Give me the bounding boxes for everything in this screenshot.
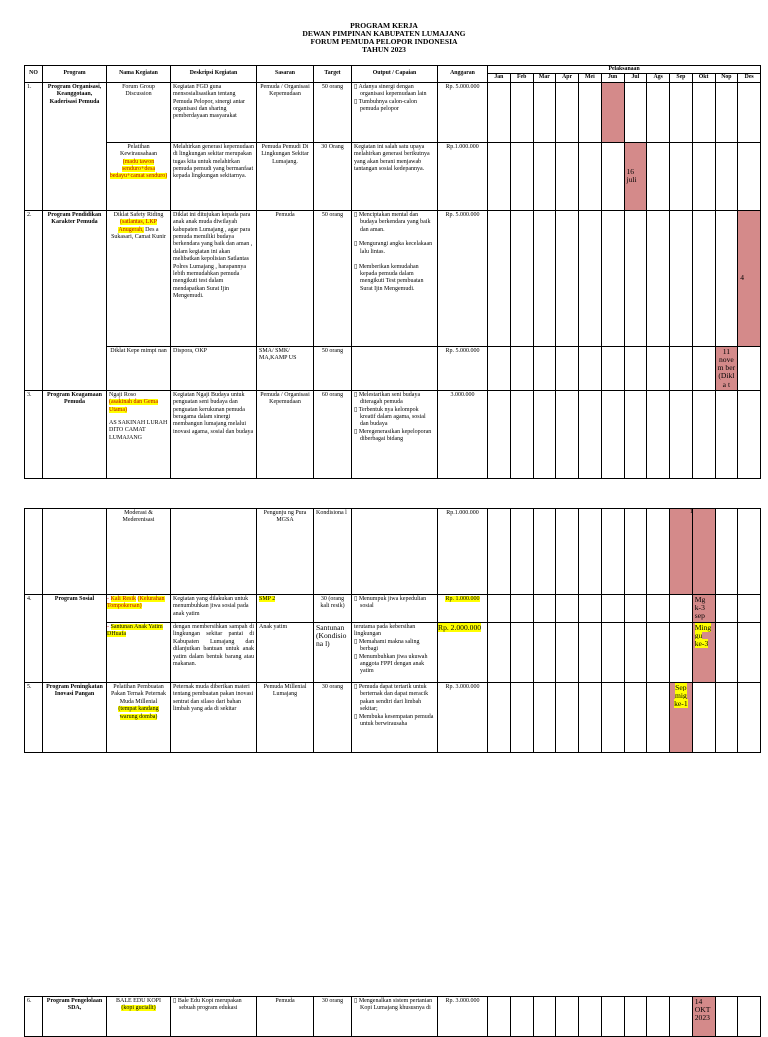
output-bullet: ▯ Adanya sinergi dengan organisasi kepemudaan lain (354, 83, 427, 98)
row-no: 6. (25, 997, 43, 1037)
row-target: Kondisiona l (314, 509, 352, 595)
schedule-cell-jul: 16 juli (624, 142, 647, 210)
nama-note: (satlantas, LKP Anugerah, (118, 219, 157, 233)
output-bullet: ▯ Membuka kesempatan pemuda untuk berwirausaha (354, 713, 434, 728)
col-deskripsi: Deskripsi Kegiatan (171, 66, 257, 83)
row-anggaran: Rp. 3.000.000 (438, 683, 488, 753)
table-row (25, 623, 761, 683)
row-target: 50 orang (314, 346, 352, 390)
month-des: Des (738, 74, 761, 82)
row-deskripsi: Kegiatan yang dilakukan untuk menumbuhkan jiwa sosial pada anak yatim (171, 595, 257, 623)
program-table-page-2 (24, 508, 761, 753)
row-nama: Moderasi & Mederenisasi (107, 509, 171, 595)
nama-note: (kopi guciallt) (121, 1005, 156, 1012)
row-deskripsi: dengan membersihkan sampah di lingkungan sekitar pantai di Kabupaten Lumajang dan dilanjutkan bantuan untuk anak yatim dalam bentuk barang atau makanan. (171, 623, 257, 683)
table-row (25, 210, 761, 346)
nama-note: (asakinah dan Gema Utama) (109, 399, 158, 413)
output-bullet: ▯ Melestarikan seni budaya diteragah pemuda (354, 391, 421, 406)
row-sasaran: SMP 2 (257, 595, 314, 623)
month-mei: Mei (579, 74, 602, 82)
output-bullet: ▯ Menciptakan mental dan budaya berkendara yang baik dan aman. (354, 211, 431, 233)
row-deskripsi: Dispora, OKP (171, 346, 257, 390)
row-no: 2. (25, 210, 43, 390)
row-sasaran: Pemuda Millenial Lumajang (257, 683, 314, 753)
row-output (352, 82, 438, 142)
row-output (352, 390, 438, 478)
row-anggaran: Rp. 5.000.000 (438, 346, 488, 390)
col-output: Output / Capaian (352, 66, 438, 83)
table-row (25, 82, 761, 142)
row-program: Program Organisasi, Keanggotaan, Kaderisasi Pemuda (43, 82, 107, 210)
nama-note: (Kelurahan Tompokersan) (107, 596, 165, 610)
row-program: Program Pendidikan Karakter Pemuda (43, 210, 107, 390)
row-nama: Pelatihan Pembuatan Pakan Ternak Peternak Muda Millenial (tempat kandang warung domba) (107, 683, 171, 753)
schedule-cell-sep (670, 509, 693, 595)
row-program: Program Keagamaan Pemuda (43, 390, 107, 478)
nama-note: (madu tawon senduro+desa bedayu+camat senduro) (109, 158, 168, 180)
row-sasaran: Pengunju ng Pura MGSA (257, 509, 314, 595)
output-bullet: ▯ Pemuda dapat tertarik untuk berternak dan dapat meracik pakan sendiri dari limbah sekitar; (354, 684, 429, 713)
schedule-cell-okt: Mg k-3 sep (692, 595, 715, 623)
output-bullet: ▯ Meregenerasikan kepeloporan diberbagai bidang (354, 428, 432, 443)
month-jun: Jun (601, 74, 624, 82)
col-sasaran: Sasaran (257, 66, 314, 83)
month-nop: Nop (715, 74, 738, 82)
row-target: 30 Orang (314, 142, 352, 210)
col-no: NO (25, 66, 43, 83)
row-nama: Forum Group Discussion (107, 82, 171, 142)
output-bullet: ▯ Tumbuhnya calon-calon pemuda pelopor (354, 98, 417, 113)
row-deskripsi: Kegiatan Ngaji Budaya untuk penguatan seni budaya dan penguatan kerukunan pemuda beragama dalam sinergi membangun lumajang melalui inovasi agama, sosial dan budaya (171, 390, 257, 478)
table-row (25, 142, 761, 210)
col-pelaksanaan: Pelaksanaan (488, 66, 761, 74)
row-output (352, 595, 438, 623)
row-nama: BALE EDU KOPI (kopi guciallt) (107, 997, 171, 1037)
row-sasaran: Pemuda (257, 210, 314, 346)
output-bullet: ▯ Bale Edu Kopi merupakan sebuah program edukasi (173, 998, 242, 1012)
row-deskripsi: Kegiatan FGD guna mensosialisasikan tentang Pemuda Pelopor, sinergi antar organisasi dan sharing pemberdayaan masyarakat (171, 82, 257, 142)
row-target: 50 orang (314, 210, 352, 346)
row-nama: Diklat Safety Riding (satlantas, LKP Anugerah, Des a Sukasari, Camat Kunir (107, 210, 171, 346)
month-okt: Okt (692, 74, 715, 82)
row-program: Program Sosial (43, 595, 107, 683)
row-target: 30 (orang kali resik) (314, 595, 352, 623)
row-anggaran: Rp. 2.000.000 (438, 623, 488, 683)
document-title (0, 22, 768, 54)
table-row (25, 683, 761, 753)
month-ags: Ags (647, 74, 670, 82)
month-sep: Sep (670, 74, 693, 82)
table-row (25, 509, 761, 595)
output-bullet: ▯ Mengenalkan sistem pertanian Kopi Lumajang khususnya di (354, 998, 433, 1012)
title-line-3: FORUM PEMUDA PELOPOR INDONESIA (310, 37, 458, 46)
month-mar: Mar (533, 74, 556, 82)
row-no: 3. (25, 390, 43, 478)
row-anggaran: 3.000.000 (438, 390, 488, 478)
row-sasaran: Pemuda / Organisasi Kepemudaan (257, 82, 314, 142)
schedule-cell-okt: 1 (692, 509, 715, 595)
row-nama: Diklat Kepe mimpi nan (107, 346, 171, 390)
row-target: 50 orang (314, 82, 352, 142)
row-anggaran: Rp.1.000.000 (438, 509, 488, 595)
row-program: Program Pengelolaan SDA, (43, 997, 107, 1037)
month-jul: Jul (624, 74, 647, 82)
row-deskripsi: Peternak muda diberikan materi tentang pembuatan pakan inovasi sentrat dan silaso dari bahan limbah yang ada di sekitar (171, 683, 257, 753)
row-anggaran: Rp.1.000.000 (438, 142, 488, 210)
row-output (352, 210, 438, 346)
col-program: Program (43, 66, 107, 83)
schedule-cell-okt: Ming gu ke-3 (692, 623, 715, 683)
row-sasaran: Pemuda Pemudi Di Lingkungan Sekitar Lumajang. (257, 142, 314, 210)
row-anggaran: Rp. 3.000.000 (438, 997, 488, 1037)
row-sasaran: Pemuda / Organisasi Kepemudaan (257, 390, 314, 478)
output-bullet: ▯ Mengurangi angka kecelakaan lalu lintas. (354, 241, 433, 255)
table-row (25, 595, 761, 623)
col-target: Target (314, 66, 352, 83)
table-row (25, 346, 761, 390)
table-row (25, 997, 761, 1037)
schedule-cell-des: 4 (738, 210, 761, 346)
output-bullet: ▯ Menumpuk jiwa kepedulian sosial (354, 596, 427, 610)
month-jan: Jan (488, 74, 511, 82)
row-anggaran: Rp. 5.000.000 (438, 82, 488, 142)
row-target: 30 orang (314, 683, 352, 753)
row-no: 1. (25, 82, 43, 210)
row-program: Program Peningkatan Inovasi Pangan (43, 683, 107, 753)
schedule-cell-jun (601, 82, 624, 142)
row-anggaran: Rp. 5.000.000 (438, 210, 488, 346)
row-output: Kegiatan ini salah satu upaya melahirkan generasi berikutnya yang akan berani menjawab tantangan sosial kedepannya. (352, 142, 438, 210)
row-no: 4. (25, 595, 43, 683)
schedule-cell-sep: Sep mig ke-1 (670, 683, 693, 753)
row-no: 5. (25, 683, 43, 753)
month-feb: Feb (510, 74, 533, 82)
row-output: terutama pada kebersihan lingkungan ▯ Memahami makna saling berbagi ▯ Menumbuhkan jiwa ukuwah anggota FPPI dengan anak yatim (352, 623, 438, 683)
row-deskripsi: Melahirkan generasi kepemudaan di lingkungan sekitar merupakan tugas kita untuk melahirkan pemuda pemudi yang bermanfaat kepada lingkungan sekitarnya. (171, 142, 257, 210)
nama-note: (tempat kandang warung domba) (118, 706, 159, 720)
title-line-2: DEWAN PIMPINAN KABUPATEN LUMAJANG (302, 29, 466, 38)
month-apr: Apr (556, 74, 579, 82)
program-table-page-3 (24, 996, 761, 1037)
row-sasaran: SMA/ SMK/ MA,KAMP US (257, 346, 314, 390)
output-bullet: ▯ Memberikan kemudahan kepada pemuda dalam mengikuti Test pembuatan Surat Ijin Mengemudi. (354, 263, 424, 292)
row-sasaran: Pemuda (257, 997, 314, 1037)
row-nama: Ngaji Roso (asakinah dan Gema Utama) AS SAKINAH LURAH DITO CAMAT LUMAJANG (107, 390, 171, 478)
col-anggaran: Anggaran (438, 66, 488, 83)
row-output (352, 997, 438, 1037)
row-nama: - Santunan Anak Yatim DHuafa (107, 623, 171, 683)
schedule-cell-okt: 14 OKT 2023 (692, 997, 715, 1037)
row-target: 60 orang (314, 390, 352, 478)
row-deskripsi (171, 997, 257, 1037)
row-deskripsi: Diklat ini ditujukan kepada para anak anak muda diwilayah kabupaten Lumajang , agar para pemuda memiliki budaya berkendara yang baik dan aman , dalam kegiatan ini akan melibatkan kepolisian Satlantas Polres Lumajang , harapannya lebih memudahkan pemuda mengikuti test dalam mendapatkan Surat Ijin Mengemudi. (171, 210, 257, 346)
col-nama: Nama Kegiatan (107, 66, 171, 83)
schedule-cell-nop: 11 novem ber (Dikla t (715, 346, 738, 390)
row-target: Santunan (Kondisiona l) (314, 623, 352, 683)
program-table-page-1 (24, 65, 761, 479)
row-nama: - Kali Resik (Kelurahan Tompokersan) (107, 595, 171, 623)
row-output (352, 683, 438, 753)
table-row (25, 390, 761, 478)
title-line-4: TAHUN 2023 (362, 45, 406, 54)
output-bullet: ▯ Menumbuhkan jiwa ukuwah anggota FPPI dengan anak yatim (354, 653, 428, 675)
output-bullet: ▯ Memahami makna saling berbagi (354, 638, 420, 653)
title-line-1: PROGRAM KERJA (350, 21, 418, 30)
row-anggaran: Rp. 1.000.000 (438, 595, 488, 623)
output-bullet: ▯ Terbentuk nya kelompok kreatif dalam agama, sosial dan budaya (354, 406, 426, 428)
row-sasaran: Anak yatim (257, 623, 314, 683)
row-target: 30 orang (314, 997, 352, 1037)
row-nama: Pelatihan Kewirausahaan (madu tawon senduro+desa bedayu+camat senduro) (107, 142, 171, 210)
